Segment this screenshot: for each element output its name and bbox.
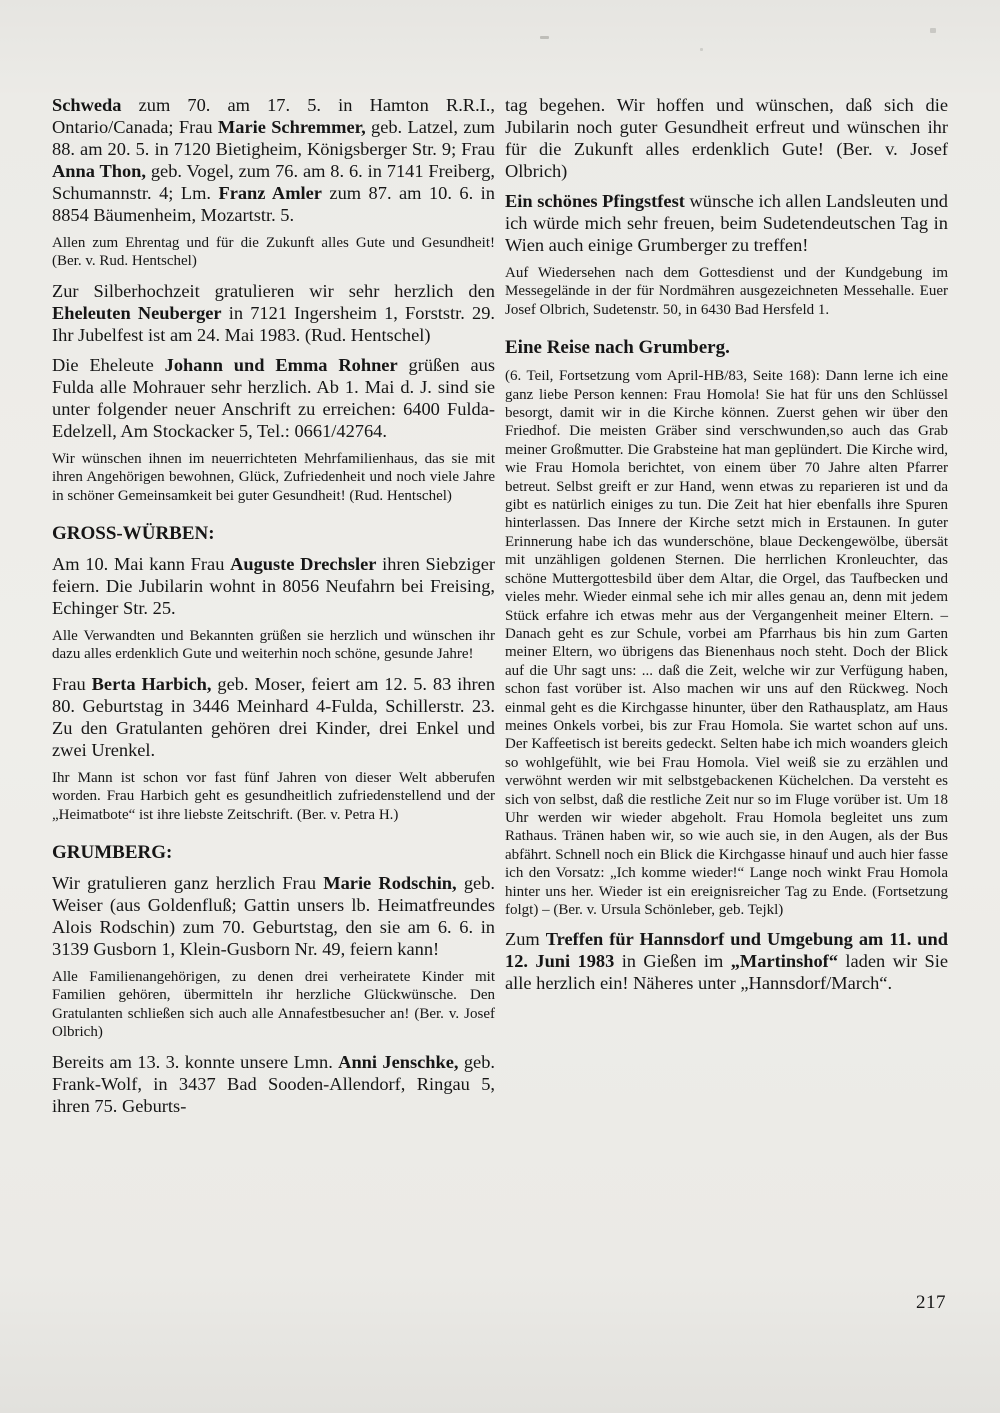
paragraph bbox=[52, 553, 495, 619]
paragraph bbox=[52, 1051, 495, 1117]
text-run: Zur Silberhochzeit gratulieren wir sehr herzlich den bbox=[52, 280, 495, 301]
section-heading bbox=[52, 523, 495, 545]
bold-text-run: Marie Schremmer, bbox=[217, 117, 366, 137]
text-run: in Gießen im bbox=[614, 951, 731, 972]
text-run: geb. Moser, feiert am 12. 5. 83 ihren 80. Geburtstag in 3446 Meinhard 4-Fulda, Schillerstr. 23. Zu den Gratulanten gehören drei Kinder, drei Enkel und zwei Urenkel. bbox=[52, 673, 496, 760]
paragraph bbox=[52, 968, 495, 1042]
text-run: Auf Wiedersehen nach dem Gottesdienst und der Kundgebung im Messegelände in der für Nordmähren ausgezeichneten Messehalle. Euer Josef Olbrich, Sudetenstr. 50, in 6430 Bad Hersfeld 1. bbox=[505, 265, 948, 318]
scan-artifact bbox=[930, 28, 936, 33]
text-run: Alle Familienangehörigen, zu denen drei verheiratete Kinder mit Familien gehören, übermitteln ihr herzliche Glückwünsche. Den Gratulanten schließen sich auch alle Annafestbesucher an! (Ber. v. Josef Olbrich) bbox=[52, 969, 495, 1041]
paragraph bbox=[505, 94, 948, 182]
text-run: GROSS-WÜRBEN: bbox=[52, 523, 215, 545]
section-heading bbox=[52, 842, 495, 864]
text-run: Am 10. Mai kann Frau bbox=[52, 554, 231, 575]
page-number: 217 bbox=[916, 1292, 946, 1313]
paragraph bbox=[52, 769, 495, 824]
left-column bbox=[52, 94, 495, 1125]
paragraph bbox=[505, 367, 948, 919]
bold-text-run: Berta Harbich, bbox=[91, 673, 212, 694]
text-run: geb. Vogel, zum 76. am 8. 6. in 7141 Freiberg, Schumannstr. 4; Lm. bbox=[52, 161, 495, 203]
bold-text-run: Marie Rodschin, bbox=[323, 873, 457, 894]
section-heading bbox=[505, 337, 948, 359]
bold-text-run: Auguste Drechsler bbox=[230, 554, 377, 575]
text-run: Allen zum Ehrentag und für die Zukunft alles Gute und Gesundheit! (Ber. v. Rud. Hentschel) bbox=[52, 235, 495, 270]
paragraph bbox=[505, 190, 948, 256]
paragraph bbox=[52, 94, 495, 226]
text-run: wünsche ich allen Landsleuten und ich würde mich sehr freuen, beim Sudetendeutschen Tag in Wien auch einige Grumberger zu treffen! bbox=[505, 191, 948, 255]
bold-text-run: Franz Amler bbox=[218, 183, 322, 203]
bold-text-run: Anni Jenschke, bbox=[338, 1051, 459, 1072]
paragraph bbox=[52, 627, 495, 664]
text-run: geb. Frank-Wolf, in 3437 Bad Sooden-Allendorf, Ringau 5, ihren 75. Geburts- bbox=[52, 1051, 496, 1116]
text-run: in 7121 Ingersheim 1, Forststr. 29. Ihr Jubelfest ist am 24. Mai 1983. (Rud. Hentschel) bbox=[52, 302, 495, 345]
paragraph bbox=[505, 264, 948, 319]
text-run: Alle Verwandten und Bekannten grüßen sie herzlich und wünschen ihr dazu alles erdenklich Gute und weiterhin noch schöne, gesunde Jahre! bbox=[52, 628, 495, 663]
scan-artifact bbox=[540, 36, 549, 39]
paragraph bbox=[52, 354, 495, 442]
text-run: ihren Siebziger feiern. Die Jubilarin wohnt in 8056 Neufahrn bei Freising, Echinger Str. 25. bbox=[52, 554, 496, 619]
text-run: Eine Reise nach Grumberg. bbox=[505, 337, 730, 359]
text-run: Ihr Mann ist schon vor fast fünf Jahren von dieser Welt abberufen worden. Frau Harbich geht es gesundheitlich zufriedenstellend und der „Heimatbote“ ist ihre liebste Zeitschrift. (Ber. v. Petra H.) bbox=[52, 769, 495, 823]
scan-artifact bbox=[700, 48, 703, 51]
text-run: (6. Teil, Fortsetzung vom April-HB/83, Seite 168): Dann lerne ich eine ganz liebe Person kennen: Frau Homola! Sie hat für uns den Schlüssel besorgt, damit wir in die Kirche können. Zuerst gehen wir über den Friedhof. Die meisten Gräber sind verschwunden,so auch das Grab meiner Großmutter. Die Grabsteine hat man geplündert. Die Kirche wird, wie Frau Homola berichtet, von einem über 70 Jahre alten Pfarrer betreut. Selbst greift er zur Hand, wenn etwas zu reparieren ist und da gibt es natürlich einiges zu tun. Die Zeit hat hier ebenfalls ihre Spuren hinterlassen. Das Innere der Kirche setzt mich in Erstaunen. In guter Erinnerung habe ich das wunderschöne, blaue Deckengewölbe, übersät mit unzähligen goldenen Sternen. Die herrlichen Kronleuchter, das schöne Muttergottesbild über dem Altar, die Orgel, das Taufbecken und vieles mehr. Wieder einmal sehe ich mir alles genau an, denn mit jedem Stück erfahre ich etwas mehr aus der Vergangenheit meiner Eltern. – Danach geht es zur Schule, vorbei am Pfarrhaus bis hin zum Garten meiner Eltern, wo übrigens das Bienenhaus noch steht. Doch der Blick auf die Uhr sagt uns: ... daß die Zeit, welche wir zur Verfügung haben, schon fast vorüber ist. Also machen wir uns auf den Rückweg. Noch einmal geht es die Kirchgasse hinunter, über den Rathausplatz, am Haus meines Onkels vorbei, bis zur Frau Homola. Sie wartet schon auf uns. Der Kaffeetisch ist bereits gedeckt. Selten habe ich mich woanders gleich so wohlgefühlt, wie bei Frau Homola. Viel weiß sie zu erzählen und verwöhnt werden wir mit selbstgebackenen Küchelchen. Da versteht es sich von selbst, daß die restliche Zeit nur so im Fluge vorüber ist. Um 18 Uhr werden wir wieder abgeholt. Frau Homola begleitet uns zum Rathaus. Tränen haben wir, so wie auch sie, in den Augen, als der Bus abfährt. Schnell noch ein Blick die Kirchgasse hinauf und auch hier fasse ich den Vorsatz: „Ich komme wieder!“ Lange noch winkt Frau Homola hinter uns her. Wieder ist ein ereignisreicher Tag zu Ende. (Fortsetzung folgt) – (Ber. v. Ursula Schönleber, geb. Tejkl) bbox=[505, 368, 948, 918]
bold-text-run: Eheleuten Neuberger bbox=[52, 302, 222, 323]
paragraph bbox=[52, 234, 495, 271]
text-run: geb. Latzel, zum 88. am 20. 5. in 7120 Bietigheim, Königsberger Str. 9; Frau bbox=[52, 117, 495, 159]
bold-text-run: Anna Thon, bbox=[52, 161, 146, 181]
paragraph bbox=[52, 450, 495, 505]
text-run: Die Eheleute bbox=[52, 354, 165, 375]
text-run: grüßen aus Fulda alle Mohrauer sehr herzlich. Ab 1. Mai d. J. sind sie unter folgender neuer Anschrift zu erreichen: 6400 Fulda-Edelzell, Am Stockacker 5, Tel.: 0661/42764. bbox=[52, 354, 495, 441]
right-column bbox=[505, 94, 948, 1125]
text-run: zum 70. am 17. 5. in Hamton R.R.I., Ontario/Canada; Frau bbox=[52, 95, 495, 137]
text-run: Wir gratulieren ganz herzlich Frau bbox=[52, 873, 324, 894]
text-run: Wir wünschen ihnen im neuerrichteten Mehrfamilienhaus, das sie mit ihren Angehörigen bewohnen, Glück, Zufriedenheit und noch viele Jahre in schöner Gemeinsamkeit bei guter Gesundheit! (Rud. Hentschel) bbox=[52, 450, 495, 504]
text-run: Zum bbox=[505, 929, 546, 950]
text-run: Bereits am 13. 3. konnte unsere Lmn. bbox=[52, 1051, 339, 1072]
paragraph bbox=[52, 673, 495, 761]
text-columns bbox=[52, 94, 948, 1125]
text-run: tag begehen. Wir hoffen und wünschen, daß sich die Jubilarin noch guter Gesundheit erfreut und wünschen ihr für die Zukunft alles erdenklich Gute! (Ber. v. Josef Olbrich) bbox=[505, 95, 948, 181]
text-run: laden wir Sie alle herzlich ein! Näheres unter „Hannsdorf/March“. bbox=[505, 951, 948, 994]
text-run: GRUMBERG: bbox=[52, 842, 173, 864]
text-run: geb. Weiser (aus Goldenfluß; Gattin unsers lb. Heimatfreundes Alois Rodschin) zum 70. Geburtstag, den sie am 6. 6. in 3139 Gusborn 1, Klein-Gusborn Nr. 49, feiern kann! bbox=[52, 873, 495, 960]
paragraph bbox=[505, 928, 948, 994]
bold-text-run: Schweda bbox=[52, 95, 122, 115]
text-run: zum 87. am 10. 6. in 8854 Bäumenheim, Mozartstr. 5. bbox=[52, 183, 495, 225]
bold-text-run: Johann und Emma Rohner bbox=[164, 354, 398, 375]
bold-text-run: „Martinshof“ bbox=[730, 951, 838, 972]
paragraph bbox=[52, 872, 495, 960]
text-run: Frau bbox=[52, 673, 92, 694]
bold-text-run: Ein schönes Pfingstfest bbox=[505, 191, 685, 211]
paragraph bbox=[52, 280, 495, 346]
bold-text-run: Treffen für Hannsdorf und Umgebung am 11. und 12. Juni 1983 bbox=[505, 929, 948, 972]
